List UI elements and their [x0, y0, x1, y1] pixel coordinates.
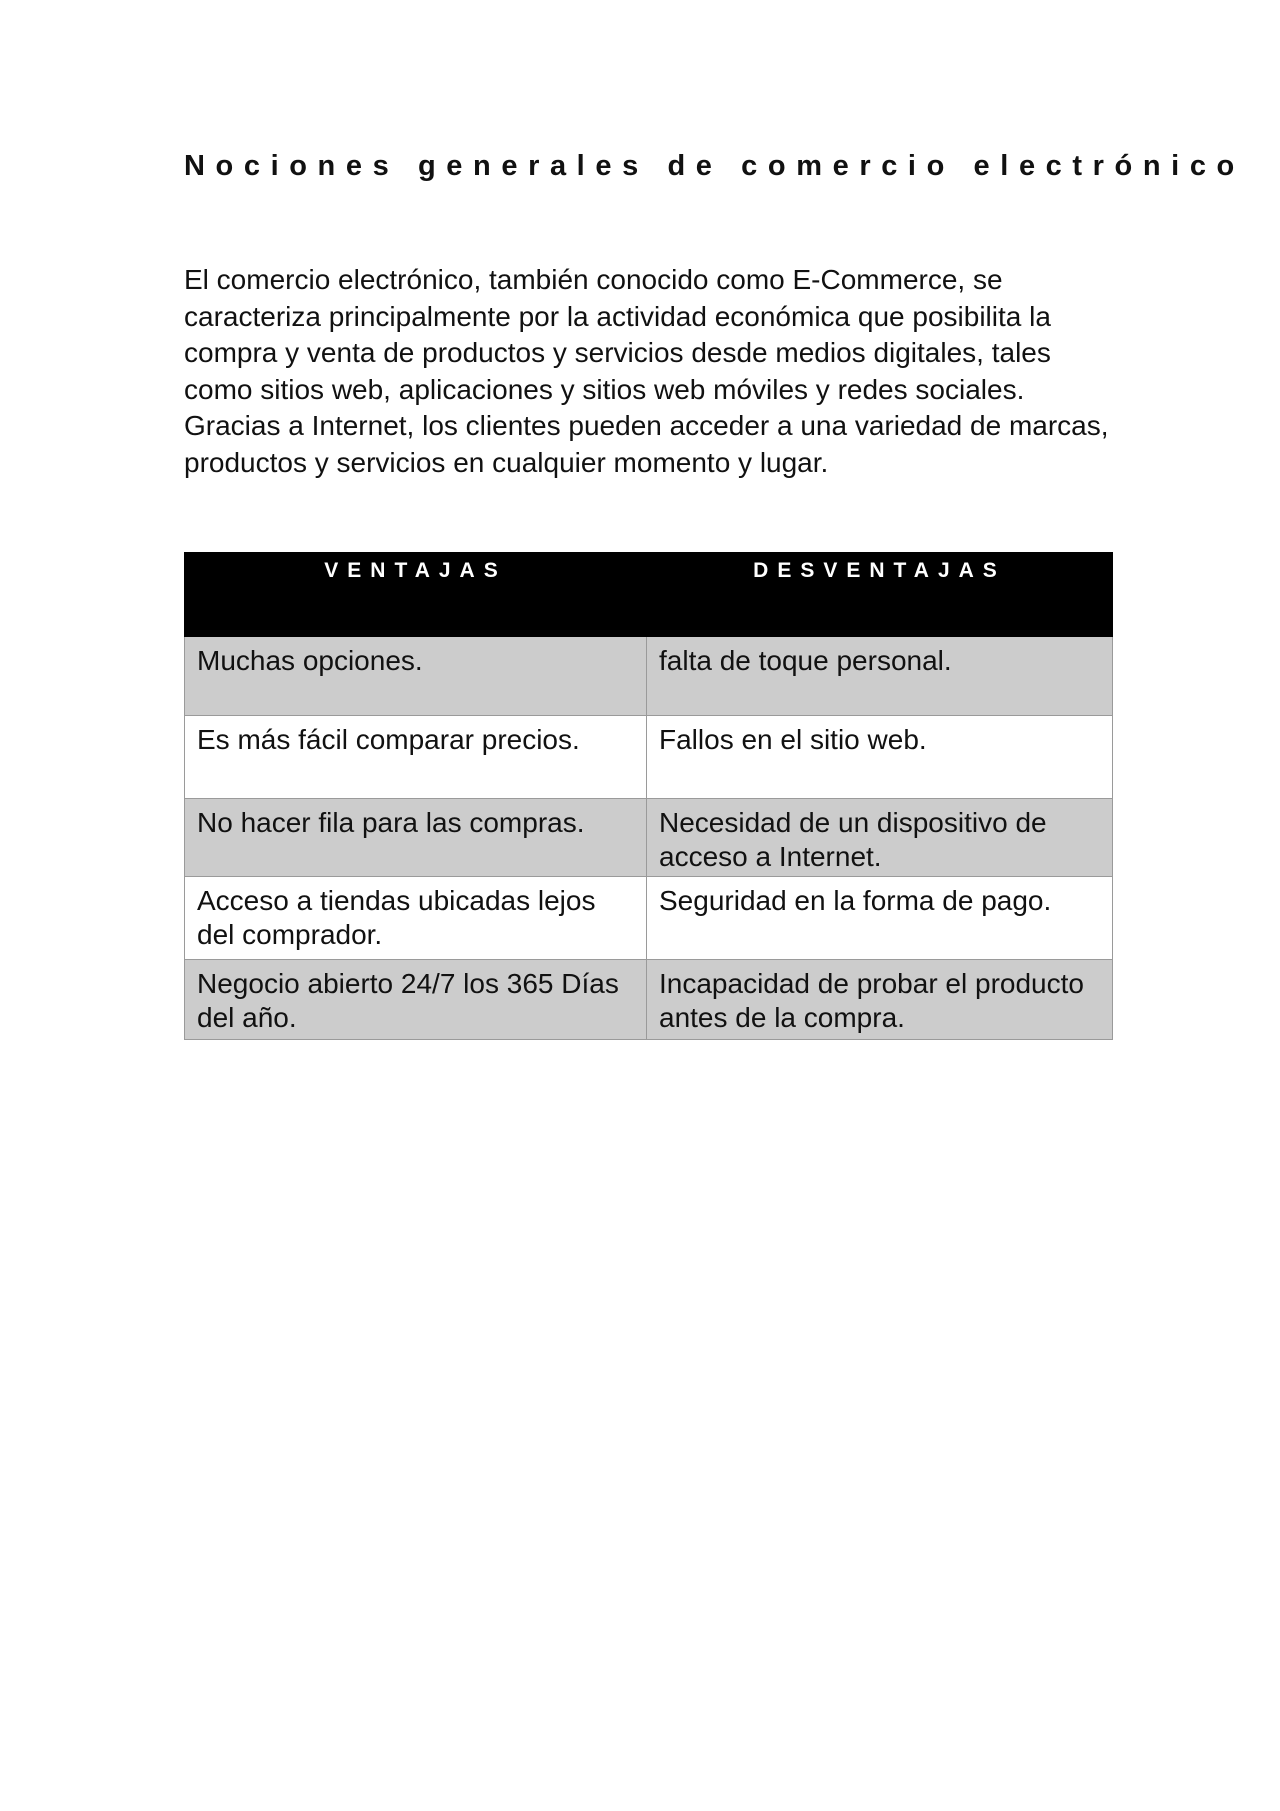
table-row — [185, 799, 1113, 877]
header-desventajas: DESVENTAJAS — [647, 553, 1113, 637]
cell-ventaja: Negocio abierto 24/7 los 365 Días del año. — [185, 960, 647, 1040]
page-title: Nociones generales de comercio electrónico — [184, 150, 1245, 182]
cell-ventaja: Acceso a tiendas ubicadas lejos del comprador. — [185, 877, 647, 960]
table-row — [185, 637, 1113, 716]
cell-ventaja: Es más fácil comparar precios. — [185, 716, 647, 799]
cell-desventaja: Incapacidad de probar el producto antes de la compra. — [647, 960, 1113, 1040]
comparison-table — [184, 552, 1113, 1040]
cell-desventaja: Necesidad de un dispositivo de acceso a Internet. — [647, 799, 1113, 877]
intro-paragraph: El comercio electrónico, también conocido como E-Commerce, se caracteriza principalmente por la actividad económica que posibilita la compra y venta de productos y servicios desde medios digitales, tales como sitios web, aplicaciones y sitios web móviles y redes sociales. Gracias a Internet, los clientes pueden acceder a una variedad de marcas, productos y servicios en cualquier momento y lugar. — [184, 264, 1109, 478]
cell-desventaja: Seguridad en la forma de pago. — [647, 877, 1113, 960]
table-header-row — [185, 553, 1113, 637]
cell-desventaja: falta de toque personal. — [647, 637, 1113, 716]
cell-desventaja: Fallos en el sitio web. — [647, 716, 1113, 799]
header-ventajas: VENTAJAS — [185, 553, 647, 637]
comparison-table-container — [184, 552, 1112, 1040]
cell-ventaja: Muchas opciones. — [185, 637, 647, 716]
table-row — [185, 877, 1113, 960]
table-row — [185, 716, 1113, 799]
cell-ventaja: No hacer fila para las compras. — [185, 799, 647, 877]
table-row — [185, 960, 1113, 1040]
